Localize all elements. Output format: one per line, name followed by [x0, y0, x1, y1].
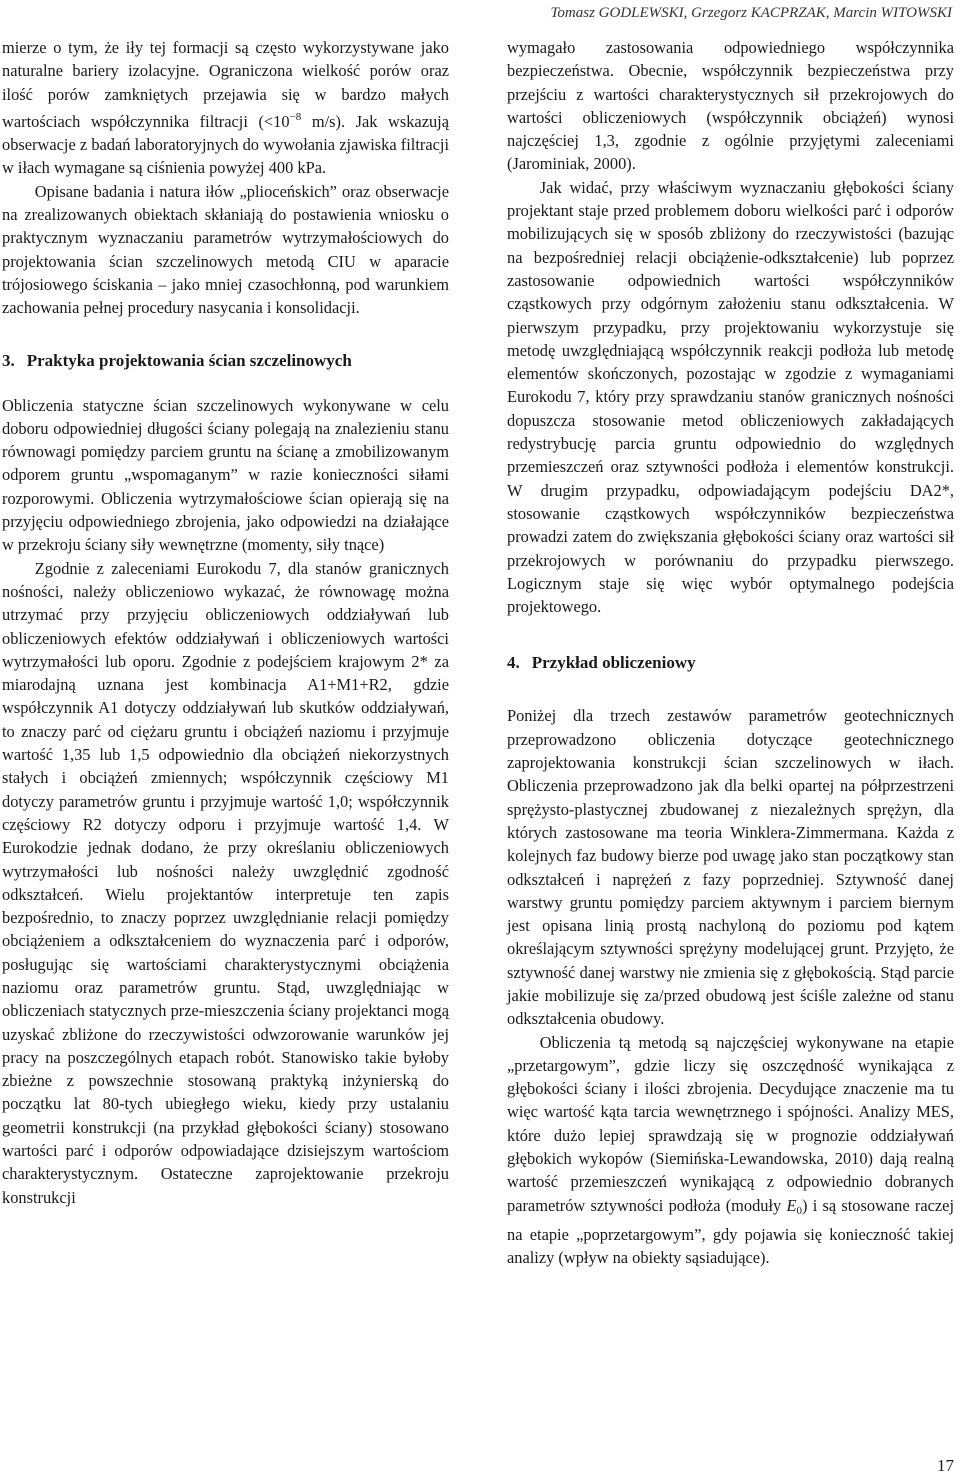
- variable-e: E: [786, 1195, 797, 1215]
- left-paragraph-3: Obliczenia statyczne ścian szczelinowych wykonywane w celu doboru odpowiedniej długości ściany polegają na znalezieniu stanu równowagi pomiędzy parciem gruntu na ścianę a zmobilizowanym odporem gruntu „wspomaganym” w razie konieczności siłami rozporowymi. Obliczenia wytrzymałościowe ścian opierają się na przyjęciu odpowiedniego zbrojenia, jako odpowiedzi na działające w przekroju ściany siły wewnętrzne (momenty, siły tnące): [2, 395, 449, 555]
- left-column: [2, 36, 449, 1209]
- text-run: ) i są stosowane raczej na etapie „poprzetargowym”, gdy pojawia się konieczność takiej analizy (wpływ na obiekty sąsiadujące).: [507, 1195, 954, 1268]
- text-run: m/s). Jak wskazują obserwacje z badań laboratoryjnych do wywołania zjawiska filtracji w iłach wymagane są ciśnienia powyżej 400 kPa.: [2, 111, 449, 178]
- left-paragraph-1: [2, 36, 449, 180]
- page-number: 17: [937, 1456, 954, 1475]
- section-3-number: 3.: [2, 350, 15, 370]
- exponent: −8: [289, 110, 302, 123]
- running-header-authors: Tomasz GODLEWSKI, Grzegorz KACPRZAK, Marcin WITOWSKI: [550, 5, 952, 21]
- section-4-title: Przykład obliczeniowy: [531, 653, 696, 673]
- right-paragraph-1: wymagało zastosowania odpowiedniego współczynnika bezpieczeństwa. Obecnie, współczynnik bezpieczeństwa przy przejściu z wartości charakterystycznych sił przekrojowych do wartości obliczeniowych (współczynnik obciążeń) wynosi najczęściej 1,3, zgodnie z ogólnie przyjętymi zaleceniami (Jarominiak, 2000).: [507, 38, 954, 174]
- section-4-heading: [507, 652, 954, 674]
- text-run: Obliczenia tą metodą są najczęściej wykonywane na etapie „przetargowym”, gdzie liczy się oszczędność wynikająca z głębokości ściany i ilości zbrojenia. Decydujące znaczenie ma tu więc wartość kąta tarcia wewnętrznego i spójności. Analizy MES, które dużo lepiej sprawdzają się w prognozie oddziaływań głębokich wykopów (Siemińska-Lewandowska, 2010) dają realną wartość przemieszczeń wynikającą z odpowiednio dobranych parametrów sztywności podłoża (moduły: [507, 1032, 954, 1215]
- subscript: 0: [796, 1204, 802, 1217]
- section-3-heading: [2, 350, 449, 372]
- right-paragraph-4: [507, 1031, 954, 1270]
- right-paragraph-2: Jak widać, przy właściwym wyznaczaniu głębokości ściany projektant staje przed problemem doboru wielkości parć i odporów mobilizujących się w sposób zbliżony do rzeczywistości (bazując na bezpośredniej relacji obciążenie-odkształcenie) lub poprzez zastosowanie odpowiednich wartości współczynników cząstkowych przy odgórnym założeniu stanu odkształcenia. W pierwszym przypadku, przy projektowaniu wykorzystuje się metodę uwzględniającą współczynnik reakcji podłoża lub metodę elementów skończonych, pozostając w zgodzie z wymaganiami Eurokodu 7, który przy sprawdzaniu stanów granicznych nośności dopuszcza stosowanie metod obliczeniowych zakładających redystrybucję parcia gruntu odpowiednio do względnych przemieszczeń oraz sztywności podłoża i elementów konstrukcji. W drugim przypadku, odpowiadającym podejściu DA2*, stosowanie cząstkowych współczynników bezpieczeństwa prowadzi zatem do zwiększania głębokości ściany oraz wartości sił przekrojowych w porównaniu do przypadku pierwszego. Logicznym staje się więc wybór optymalnego podejścia projektowego.: [507, 177, 954, 617]
- right-column: [507, 36, 954, 1270]
- left-paragraph-2: Opisane badania i natura iłów „plioceńskich” oraz obserwacje na zrealizowanych obiektach skłaniają do postawienia wniosku o praktycznym wyznaczaniu parametrów wytrzymałościowych do projektowania ścian szczelinowych metodą CIU w aparacie trójosiowego ściskania – jako mniej czasochłonną, pod warunkiem zachowania pełnej procedury nasycania i konsolidacji.: [2, 181, 449, 318]
- section-3-title: Praktyka projektowania ścian szczelinowych: [26, 350, 352, 370]
- left-paragraph-4: Zgodnie z zaleceniami Eurokodu 7, dla stanów granicznych nośności, należy obliczeniowo wykazać, że równowagę można utrzymać przy przyjęciu obliczeniowych oddziaływań lub obliczeniowych efektów oddziaływań i obliczeniowych wartości wytrzymałości lub oporu. Zgodnie z podejściem krajowym 2* za miarodajną uznana jest kombinacja A1+M1+R2, gdzie współczynnik A1 dotyczy oddziaływań lub skutków oddziaływań, to znaczy parć od ciężaru gruntu i obciążeń naziomu i przyjmuje wartość 1,35 lub 1,5 odpowiednio dla obciążeń niekorzystnych stałych i obciążeń zmiennych; współczynnik częściowy M1 dotyczy parametrów gruntu i przyjmuje wartość 1,0; współczynnik częściowy R2 dotyczy odporu i przyjmuje wartość 1,4. W Eurokodzie jednak dodano, że przy określaniu obliczeniowych wytrzymałości lub nośności należy uwzględnić zgodność odkształceń. Wielu projektantów interpretuje ten zapis bezpośrednio, to znaczy poprzez uwzględnianie relacji pomiędzy obciążeniem a odkształceniem do wyznaczenia parć i odporów, posługując się wartościami charakterystycznymi obciążenia naziomu oraz parametrów gruntu. Stąd, uwzględniając w obliczeniach statycznych prze-mieszczenia ściany projektanci mogą uzyskać zbliżone do rzeczywistości odwzorowanie warunków jej pracy na poszczególnych etapach robót. Stanowisko takie byłoby zbieżne z powszechnie stosowaną praktyką inżynierską do początku lat 80-tych ubiegłego wieku, kiedy przy ustalaniu geometrii konstrukcji (na przykład głębokości ściany) stosowano wartości parć i odporów odpowiadające dzisiejszym wartościom charakterystycznym. Ostateczne zaprojektowanie przekroju konstrukcji: [2, 558, 449, 1207]
- text-run: mierze o tym, że iły tej formacji są często wykorzystywane jako naturalne bariery izolacyjne. Ograniczona wielkość porów oraz ilość porów zamkniętych przejawia się w bardzo małych wartościach współczynnika filtracji (<10: [2, 38, 449, 131]
- section-4-number: 4.: [507, 653, 520, 673]
- right-paragraph-3: Poniżej dla trzech zestawów parametrów geotechnicznych przeprowadzono obliczenia dotyczące geotechnicznego zaprojektowania konstrukcji ścian szczelinowych w iłach. Obliczenia przeprowadzono jak dla belki opartej na półprzestrzeni sprężysto-plastycznej zbudowanej z niezależnych sprężyn, dla których zastosowane ma teoria Winklera-Zimmermana. Każda z kolejnych faz budowy bierze pod uwagę jako stan początkowy stan odkształceń i naprężeń z fazy poprzedniej. Sztywność danej warstwy gruntu pomiędzy parciem aktywnym i parciem biernym jest opisana linią prostą nachyloną do poziomu pod kątem określającym sztywności sprężyny modelującej grunt. Przyjęto, że sztywność danej warstwy nie zmienia się z głębokością. Stąd parcie jakie mobilizuje się za/przed obudową jest ściśle zależne od stanu odkształcenia obudowy.: [507, 706, 954, 1029]
